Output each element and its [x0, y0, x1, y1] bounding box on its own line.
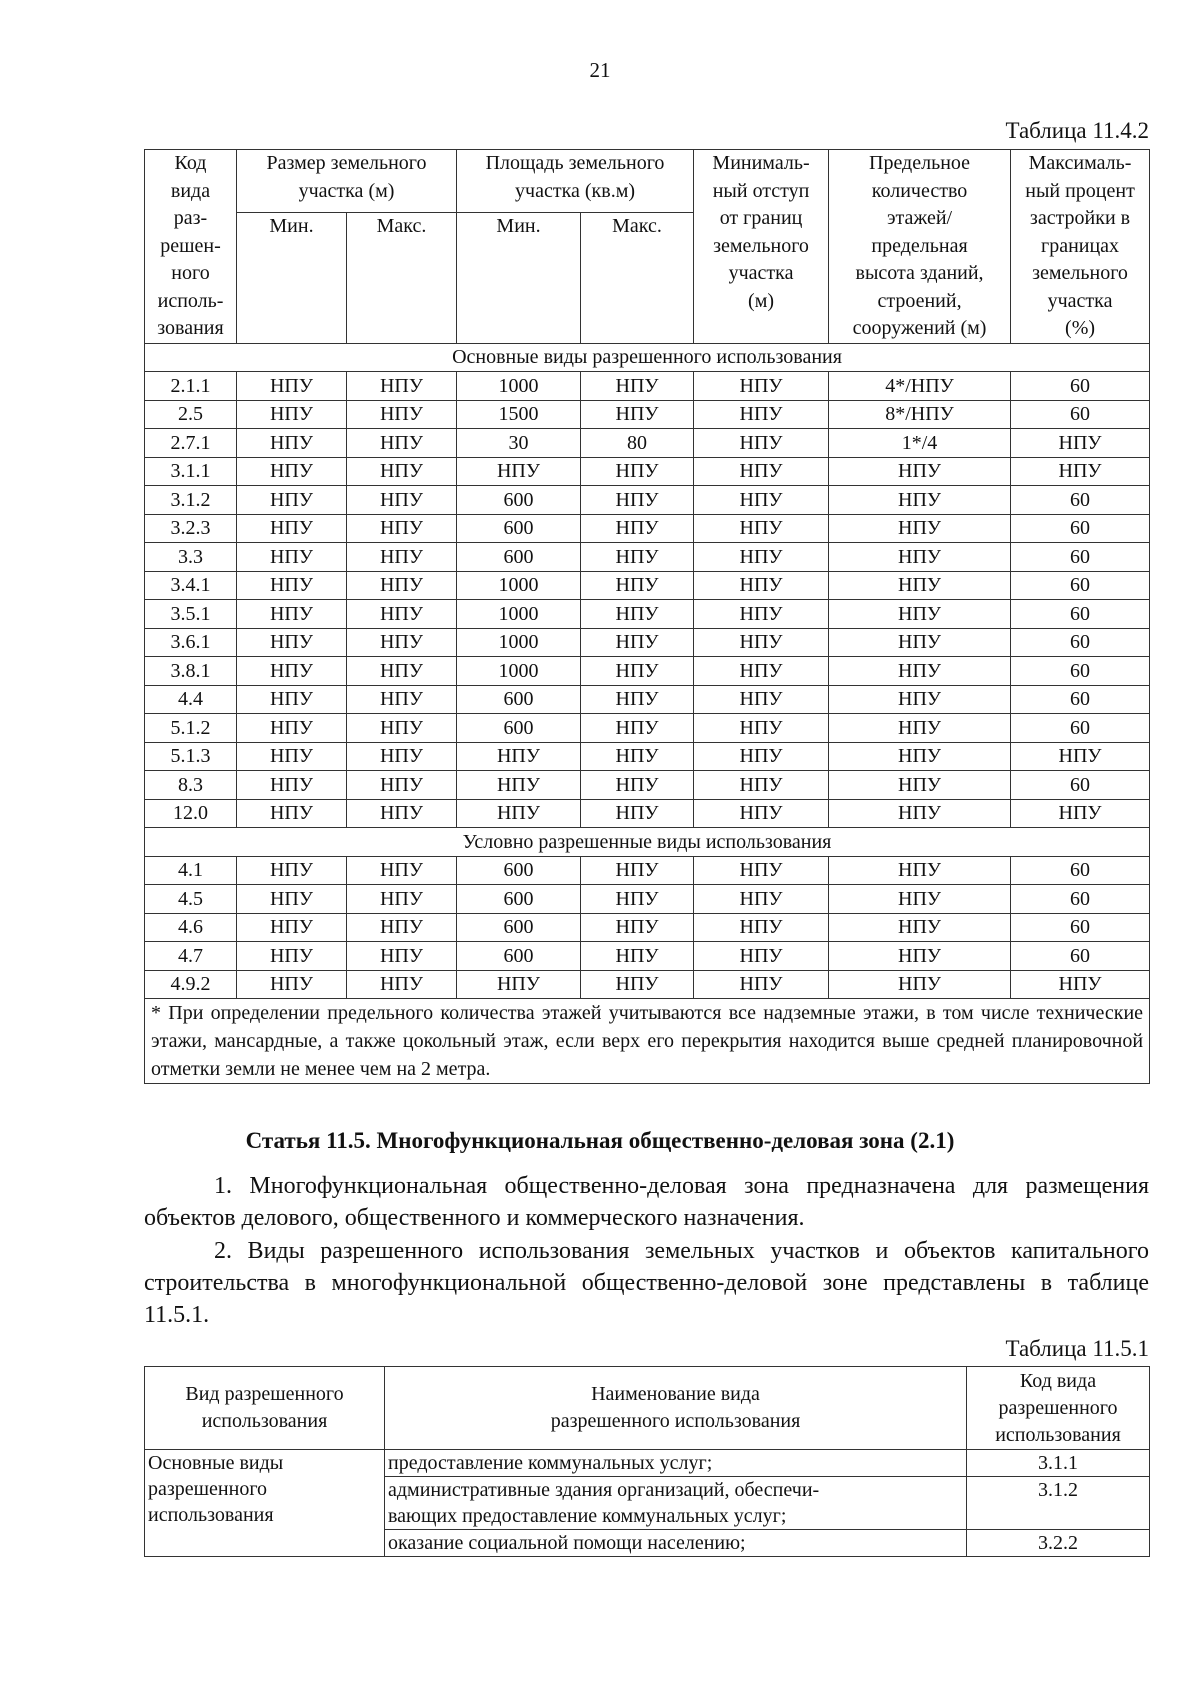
cell-code: 5.1.3	[145, 742, 237, 771]
cell-size-max: НПУ	[347, 885, 457, 914]
cell-area-max: НПУ	[581, 514, 694, 543]
cell-code: 3.1.1	[145, 457, 237, 486]
cell-floors: НПУ	[829, 885, 1011, 914]
cell-code: 4.7	[145, 942, 237, 971]
cell-code: 3.5.1	[145, 600, 237, 629]
cell-code: 3.8.1	[145, 657, 237, 686]
cell-floors: НПУ	[829, 913, 1011, 942]
header-line: количество	[871, 179, 968, 202]
article-heading: Статья 11.5. Многофункциональная общественно-деловая зона (2.1)	[245, 1128, 955, 1153]
header-area-min: Мин.	[457, 213, 581, 343]
cell-setback: НПУ	[694, 486, 829, 515]
cell-area-max: НПУ	[581, 856, 694, 885]
cell-code: 2.1.1	[145, 372, 237, 401]
cell-setback: НПУ	[694, 885, 829, 914]
header-line: ный отступ	[712, 179, 810, 202]
cell-code: 3.6.1	[145, 628, 237, 657]
header-max-percent	[1011, 150, 1150, 344]
table-row	[145, 714, 1150, 743]
cell-setback: НПУ	[694, 685, 829, 714]
cell-area-min: НПУ	[457, 457, 581, 486]
header-size-max: Макс.	[347, 213, 457, 343]
cell-setback: НПУ	[694, 372, 829, 401]
cell-size-max: НПУ	[347, 657, 457, 686]
header-line: от границ	[719, 207, 803, 229]
cell-setback: НПУ	[694, 514, 829, 543]
header-line: земельного	[713, 234, 809, 257]
cell-size-min: НПУ	[237, 913, 347, 942]
cell-floors: 4*/НПУ	[829, 372, 1011, 401]
cell-percent: 60	[1011, 885, 1150, 914]
header-floors-height	[829, 150, 1011, 344]
header-line: ного	[171, 262, 210, 284]
cell-percent: НПУ	[1011, 457, 1150, 486]
cell-floors: НПУ	[829, 942, 1011, 971]
cell-area-max: НПУ	[581, 742, 694, 771]
header-line: участка (м)	[298, 179, 395, 202]
table-row	[145, 657, 1150, 686]
cell-percent: 60	[1011, 514, 1150, 543]
cell-size-max: НПУ	[347, 856, 457, 885]
cell-area-max: НПУ	[581, 970, 694, 999]
zoning-parameters-table	[144, 149, 1150, 1084]
cell-floors: НПУ	[829, 543, 1011, 572]
cell-percent: 60	[1011, 657, 1150, 686]
cell-area-min: НПУ	[457, 970, 581, 999]
cell-area-max: НПУ	[581, 372, 694, 401]
cell-setback: НПУ	[694, 856, 829, 885]
header-line: зования	[157, 317, 224, 339]
table-row	[145, 771, 1150, 800]
cell-size-max: НПУ	[347, 799, 457, 828]
cell-size-max: НПУ	[347, 685, 457, 714]
cell-size-min: НПУ	[237, 514, 347, 543]
cell-size-min: НПУ	[237, 600, 347, 629]
table-row	[145, 514, 1150, 543]
cell-code: 4.6	[145, 913, 237, 942]
cell-size-min: НПУ	[237, 771, 347, 800]
cell-size-min: НПУ	[237, 400, 347, 429]
cell-size-min: НПУ	[237, 628, 347, 657]
table-row	[145, 600, 1150, 629]
cell-area-max: НПУ	[581, 628, 694, 657]
cell-code: 4.9.2	[145, 970, 237, 999]
table-row	[145, 457, 1150, 486]
use-code: 3.1.1	[967, 1450, 1150, 1477]
cell-area-min: 600	[457, 885, 581, 914]
table-row	[145, 685, 1150, 714]
header-line: раз-	[173, 207, 208, 229]
cell-area-max: 80	[581, 429, 694, 458]
cell-code: 3.2.3	[145, 514, 237, 543]
cell-area-max: НПУ	[581, 457, 694, 486]
cell-area-max: НПУ	[581, 714, 694, 743]
cell-floors: НПУ	[829, 742, 1011, 771]
cell-percent: НПУ	[1011, 742, 1150, 771]
cell-size-max: НПУ	[347, 543, 457, 572]
cell-code: 3.4.1	[145, 571, 237, 600]
header-line: Максималь-	[1028, 152, 1132, 174]
header-line: участка	[1047, 289, 1113, 312]
cell-floors: НПУ	[829, 714, 1011, 743]
group-label: Основные виды разрешенного использования	[145, 1450, 385, 1557]
cell-area-min: 600	[457, 486, 581, 515]
header-line: земельного	[1032, 262, 1128, 284]
cell-size-min: НПУ	[237, 856, 347, 885]
cell-area-max: НПУ	[581, 400, 694, 429]
table-row	[145, 429, 1150, 458]
cell-floors: НПУ	[829, 628, 1011, 657]
table-row	[145, 628, 1150, 657]
cell-area-max: НПУ	[581, 913, 694, 942]
header-line: Минималь-	[712, 152, 810, 174]
table-row	[145, 400, 1150, 429]
table-row	[145, 942, 1150, 971]
cell-size-min: НПУ	[237, 571, 347, 600]
cell-size-min: НПУ	[237, 372, 347, 401]
cell-size-max: НПУ	[347, 771, 457, 800]
header-line: строений,	[877, 289, 962, 312]
cell-area-min: 600	[457, 514, 581, 543]
header-line: участка	[728, 262, 794, 284]
cell-area-min: 1500	[457, 400, 581, 429]
header-line: исполь-	[157, 289, 224, 312]
cell-area-max: НПУ	[581, 657, 694, 686]
cell-area-min: 600	[457, 913, 581, 942]
cell-size-max: НПУ	[347, 571, 457, 600]
table-caption: Таблица 11.4.2	[1005, 118, 1149, 143]
header-line: ный процент	[1025, 179, 1135, 202]
header-line: вида	[170, 179, 211, 202]
header-plot-area	[457, 150, 694, 213]
cell-area-min: НПУ	[457, 771, 581, 800]
section-conditional: Условно разрешенные виды использования	[145, 828, 1150, 857]
cell-floors: 1*/4	[829, 429, 1011, 458]
table-row	[145, 913, 1150, 942]
cell-size-max: НПУ	[347, 429, 457, 458]
use-name: административные здания организаций, обеспечи- вающих предоставление коммунальных услуг;	[385, 1477, 967, 1530]
cell-setback: НПУ	[694, 942, 829, 971]
cell-size-max: НПУ	[347, 486, 457, 515]
table-row	[145, 571, 1150, 600]
header-line: высота зданий,	[855, 262, 984, 284]
use-code: 3.1.2	[967, 1477, 1150, 1530]
cell-percent: НПУ	[1011, 970, 1150, 999]
cell-percent: НПУ	[1011, 799, 1150, 828]
table-row	[145, 885, 1150, 914]
cell-percent: 60	[1011, 571, 1150, 600]
cell-area-max: НПУ	[581, 486, 694, 515]
header-line: Вид разрешенного	[185, 1383, 344, 1405]
cell-size-min: НПУ	[237, 942, 347, 971]
header-line: Код вида	[1019, 1369, 1097, 1392]
header-plot-size	[237, 150, 457, 213]
cell-setback: НПУ	[694, 543, 829, 572]
article-paragraph-2: 2. Виды разрешенного использования земельных участков и объектов капитального строительства в многофункциональной общественно-деловой зоне представлены в таблице 11.5.1.	[144, 1238, 1149, 1328]
cell-setback: НПУ	[694, 771, 829, 800]
table-row	[145, 486, 1150, 515]
cell-size-min: НПУ	[237, 657, 347, 686]
cell-size-max: НПУ	[347, 400, 457, 429]
cell-area-min: 1000	[457, 628, 581, 657]
cell-code: 4.1	[145, 856, 237, 885]
cell-area-min: 600	[457, 543, 581, 572]
cell-area-min: НПУ	[457, 799, 581, 828]
use-name: предоставление коммунальных услуг;	[385, 1450, 967, 1477]
cell-code: 4.4	[145, 685, 237, 714]
cell-size-max: НПУ	[347, 742, 457, 771]
cell-size-min: НПУ	[237, 970, 347, 999]
header-line: (м)	[748, 289, 775, 312]
cell-size-max: НПУ	[347, 714, 457, 743]
cell-percent: НПУ	[1011, 429, 1150, 458]
cell-setback: НПУ	[694, 913, 829, 942]
table-footnote: * При определении предельного количества этажей учитываются все надземные этажи, в том числе технические этажи, мансардные, а также цокольный этаж, если верх его перекрытия находится выше средней планировочной отметки земли не менее чем на 2 метра.	[145, 999, 1150, 1084]
cell-area-max: НПУ	[581, 543, 694, 572]
cell-size-max: НПУ	[347, 970, 457, 999]
header-line: разрешенного использования	[550, 1410, 801, 1432]
cell-area-max: НПУ	[581, 600, 694, 629]
cell-floors: НПУ	[829, 685, 1011, 714]
header-size-min: Мин.	[237, 213, 347, 343]
cell-code: 12.0	[145, 799, 237, 828]
header-line: Код	[174, 152, 207, 174]
cell-percent: 60	[1011, 685, 1150, 714]
header-line: решен-	[160, 234, 221, 257]
cell-size-min: НПУ	[237, 742, 347, 771]
header-line: Размер земельного	[266, 152, 427, 174]
cell-area-max: НПУ	[581, 885, 694, 914]
table-caption: Таблица 11.5.1	[1005, 1336, 1149, 1361]
cell-setback: НПУ	[694, 429, 829, 458]
cell-code: 3.3	[145, 543, 237, 572]
cell-setback: НПУ	[694, 600, 829, 629]
cell-floors: НПУ	[829, 970, 1011, 999]
header-area-max: Макс.	[581, 213, 694, 343]
cell-floors: НПУ	[829, 657, 1011, 686]
cell-floors: НПУ	[829, 799, 1011, 828]
table-row	[145, 543, 1150, 572]
table-row	[145, 1450, 1150, 1477]
table-row	[145, 970, 1150, 999]
header-use-name	[385, 1367, 967, 1450]
header-line: Площадь земельного	[485, 152, 665, 174]
header-line: использования	[995, 1423, 1121, 1446]
cell-area-min: 600	[457, 714, 581, 743]
header-line: использования	[201, 1410, 328, 1432]
cell-area-max: НПУ	[581, 942, 694, 971]
cell-percent: 60	[1011, 913, 1150, 942]
cell-area-min: 1000	[457, 657, 581, 686]
cell-floors: НПУ	[829, 856, 1011, 885]
section-main: Основные виды разрешенного использования	[145, 343, 1150, 372]
table-row	[145, 856, 1150, 885]
header-line: Наименование вида	[591, 1383, 760, 1405]
cell-area-min: НПУ	[457, 742, 581, 771]
cell-floors: НПУ	[829, 457, 1011, 486]
cell-setback: НПУ	[694, 714, 829, 743]
cell-percent: 60	[1011, 372, 1150, 401]
cell-size-max: НПУ	[347, 372, 457, 401]
table-row	[145, 372, 1150, 401]
cell-size-min: НПУ	[237, 799, 347, 828]
cell-size-max: НПУ	[347, 600, 457, 629]
cell-percent: 60	[1011, 714, 1150, 743]
use-name: оказание социальной помощи населению;	[385, 1530, 967, 1557]
cell-setback: НПУ	[694, 657, 829, 686]
cell-floors: НПУ	[829, 571, 1011, 600]
cell-area-min: 600	[457, 685, 581, 714]
cell-setback: НПУ	[694, 628, 829, 657]
cell-area-min: 1000	[457, 372, 581, 401]
cell-area-min: 30	[457, 429, 581, 458]
permitted-uses-table	[144, 1366, 1150, 1557]
cell-code: 2.7.1	[145, 429, 237, 458]
header-use-code	[967, 1367, 1150, 1450]
cell-area-min: 600	[457, 942, 581, 971]
cell-size-max: НПУ	[347, 942, 457, 971]
cell-setback: НПУ	[694, 742, 829, 771]
cell-percent: 60	[1011, 628, 1150, 657]
header-line: (%)	[1065, 317, 1096, 339]
cell-size-min: НПУ	[237, 429, 347, 458]
cell-floors: НПУ	[829, 771, 1011, 800]
cell-area-max: НПУ	[581, 771, 694, 800]
cell-size-min: НПУ	[237, 685, 347, 714]
cell-code: 2.5	[145, 400, 237, 429]
cell-area-max: НПУ	[581, 685, 694, 714]
article-paragraph-1: 1. Многофункциональная общественно-деловая зона предназначена для размещения объектов делового, общественного и коммерческого назначения.	[144, 1173, 1149, 1231]
header-line: участка (кв.м)	[515, 179, 636, 202]
cell-size-min: НПУ	[237, 885, 347, 914]
cell-area-min: 1000	[457, 571, 581, 600]
cell-percent: 60	[1011, 771, 1150, 800]
cell-setback: НПУ	[694, 457, 829, 486]
header-line: предельная	[871, 234, 968, 257]
cell-percent: 60	[1011, 486, 1150, 515]
cell-floors: НПУ	[829, 486, 1011, 515]
cell-code: 3.1.2	[145, 486, 237, 515]
cell-size-min: НПУ	[237, 714, 347, 743]
header-code	[145, 150, 237, 344]
header-line: этажей/	[886, 207, 953, 229]
cell-size-max: НПУ	[347, 628, 457, 657]
cell-code: 5.1.2	[145, 714, 237, 743]
use-code: 3.2.2	[967, 1530, 1150, 1557]
cell-area-min: 600	[457, 856, 581, 885]
cell-size-min: НПУ	[237, 543, 347, 572]
cell-setback: НПУ	[694, 571, 829, 600]
header-line: застройки в	[1029, 207, 1131, 229]
cell-floors: 8*/НПУ	[829, 400, 1011, 429]
cell-percent: 60	[1011, 543, 1150, 572]
header-line: Предельное	[869, 152, 971, 174]
table-row	[145, 742, 1150, 771]
header-setback	[694, 150, 829, 344]
cell-size-min: НПУ	[237, 486, 347, 515]
table-row	[145, 799, 1150, 828]
cell-area-min: 1000	[457, 600, 581, 629]
cell-floors: НПУ	[829, 514, 1011, 543]
page-number: 21	[589, 58, 611, 82]
header-use-type	[145, 1367, 385, 1450]
cell-area-max: НПУ	[581, 571, 694, 600]
cell-percent: 60	[1011, 856, 1150, 885]
cell-code: 8.3	[145, 771, 237, 800]
cell-size-max: НПУ	[347, 457, 457, 486]
cell-size-max: НПУ	[347, 913, 457, 942]
cell-percent: 60	[1011, 600, 1150, 629]
cell-code: 4.5	[145, 885, 237, 914]
cell-area-max: НПУ	[581, 799, 694, 828]
cell-setback: НПУ	[694, 970, 829, 999]
cell-percent: 60	[1011, 400, 1150, 429]
cell-setback: НПУ	[694, 400, 829, 429]
cell-size-max: НПУ	[347, 514, 457, 543]
cell-setback: НПУ	[694, 799, 829, 828]
header-line: границах	[1040, 234, 1120, 257]
header-line: разрешенного	[998, 1396, 1118, 1419]
cell-floors: НПУ	[829, 600, 1011, 629]
header-line: сооружений (м)	[852, 317, 987, 339]
cell-size-min: НПУ	[237, 457, 347, 486]
cell-percent: 60	[1011, 942, 1150, 971]
